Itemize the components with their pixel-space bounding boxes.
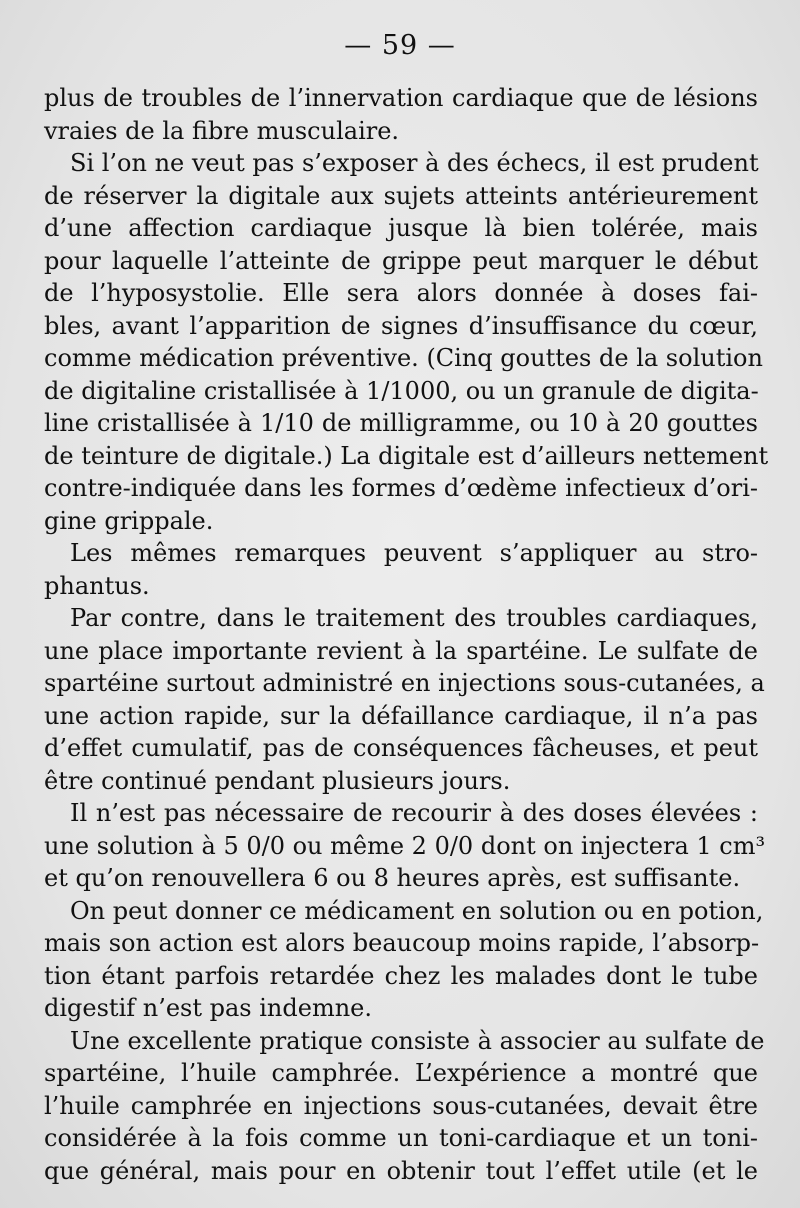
- text-line: vraies de la fibre musculaire.: [44, 116, 400, 145]
- text-line: de l’hyposystolie. Elle sera alors donnée à doses fai-: [44, 279, 758, 307]
- text-line: d’une affection cardiaque jusque là bien tolérée, mais: [44, 214, 758, 242]
- text-line: line cristallisée à 1/10 de milligramme, ou 10 à 20 gouttes: [44, 409, 758, 437]
- text-line: une solution à 5 0/0 ou même 2 0/0 dont on injectera 1 cm³: [44, 831, 766, 860]
- text-line: que général, mais pour en obtenir tout l’effet utile (et le: [44, 1156, 758, 1185]
- text-line: Par contre, dans le traitement des troubles cardiaques,: [70, 604, 758, 632]
- text-line: digestif n’est pas indemne.: [44, 994, 372, 1022]
- text-line: l’huile camphrée en injections sous-cutanées, devait être: [44, 1091, 758, 1120]
- text-line: On peut donner ce médicament en solution ou en potion,: [70, 896, 764, 925]
- text-line: mais son action est alors beaucoup moins rapide, l’absorp-: [44, 929, 760, 957]
- text-line: Il n’est pas nécessaire de recourir à des doses élevées :: [70, 799, 758, 827]
- text-line: plus de troubles de l’innervation cardiaque que de lésions: [44, 84, 758, 112]
- text-line: d’effet cumulatif, pas de conséquences fâcheuses, et peut: [44, 734, 758, 762]
- text-line: contre-indiquée dans les formes d’œdème infectieux d’ori-: [44, 474, 758, 502]
- text-line: Si l’on ne veut pas s’exposer à des échecs, il est prudent: [70, 149, 759, 177]
- text-line: de digitaline cristallisée à 1/1000, ou un granule de digita-: [44, 376, 759, 405]
- text-line: spartéine, l’huile camphrée. L’expérience a montré que: [44, 1059, 758, 1087]
- text-line: gine grippale.: [44, 506, 214, 535]
- text-line: une action rapide, sur la défaillance cardiaque, il n’a pas: [44, 701, 758, 730]
- body-text: [44, 82, 769, 1187]
- text-line: spartéine surtout administré en injections sous-cutanées, a: [44, 669, 765, 697]
- text-line: Une excellente pratique consiste à associer au sulfate de: [70, 1026, 765, 1055]
- text-line: et qu’on renouvellera 6 ou 8 heures après, est suffisante.: [44, 864, 741, 892]
- text-line: Les mêmes remarques peuvent s’appliquer au stro-: [70, 539, 758, 567]
- text-line: bles, avant l’apparition de signes d’insuffisance du cœur,: [44, 311, 758, 340]
- text-line: comme médication préventive. (Cinq gouttes de la solution: [44, 344, 763, 372]
- text-line: être continué pendant plusieurs jours.: [44, 766, 511, 795]
- text-line: une place importante revient à la spartéine. Le sulfate de: [44, 636, 758, 665]
- text-line: tion étant parfois retardée chez les malades dont le tube: [44, 961, 758, 990]
- text-line: de réserver la digitale aux sujets atteints antérieurement: [44, 181, 758, 210]
- text-line: phantus.: [44, 571, 150, 600]
- text-line: considérée à la fois comme un toni-cardiaque et un toni-: [44, 1124, 758, 1152]
- text-line: pour laquelle l’atteinte de grippe peut marquer le début: [44, 246, 758, 275]
- text-line: de teinture de digitale.) La digitale est d’ailleurs nettement: [44, 441, 769, 470]
- page-number: — 59 —: [344, 30, 456, 61]
